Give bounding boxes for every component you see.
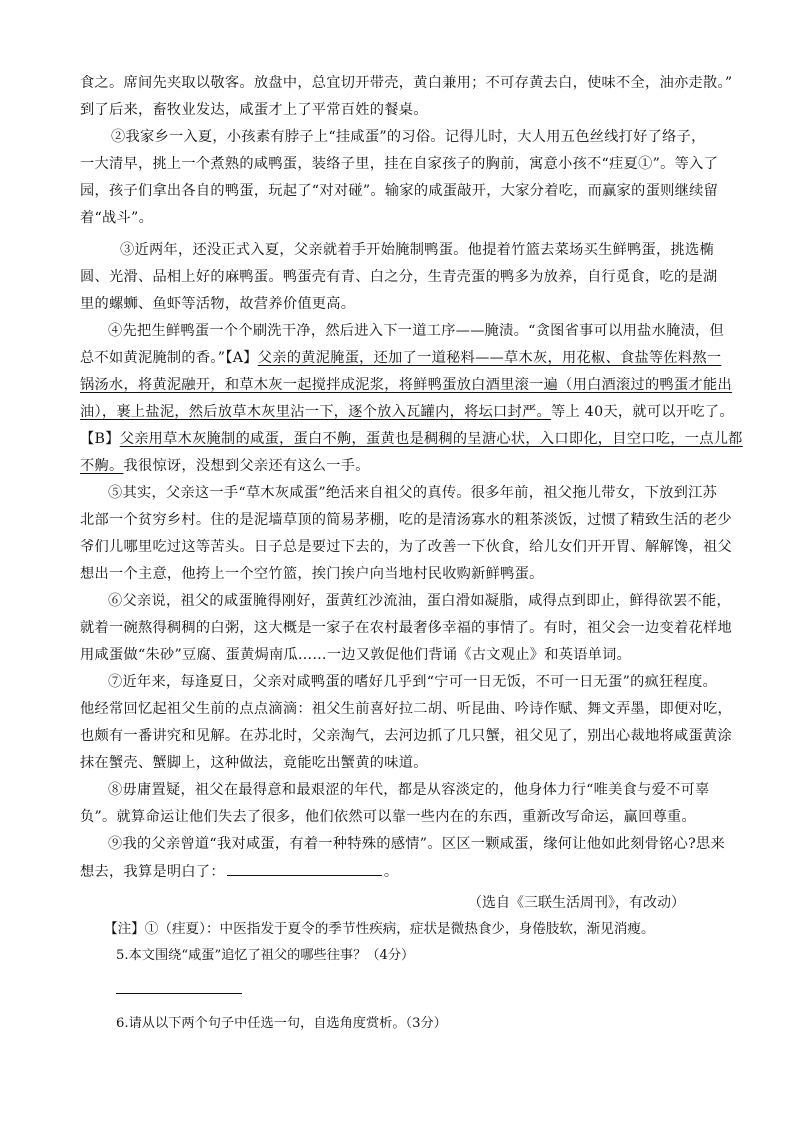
paragraph-3-line-1: ③近两年，还没正式入夏，父亲就着手开始腌制鸭蛋。他提着竹篮去菜场买生鲜鸭蛋，挑选椭 bbox=[120, 242, 714, 258]
marker-a: 【A】 bbox=[225, 350, 258, 366]
paragraph-8-line-1: ⑧毋庸置疑，祖父在最得意和最艰涩的年代，都是从容淡定的，他身体力行“唯美食与爱不可辜 bbox=[108, 782, 710, 798]
paragraph-1-line-2: 到了后来，畜牧业发达，咸蛋才上了平常百姓的餐桌。 bbox=[80, 102, 428, 118]
paragraph-4-line-2 bbox=[80, 348, 721, 368]
paragraph-9-line-2-end: 。 bbox=[383, 864, 399, 880]
sentence-a-part-1: 父亲的黄泥腌蛋，还加了一道秘料——草木灰，用花椒、食盐等佐料熬一 bbox=[257, 350, 722, 366]
paragraph-2-line-1: ②我家乡一入夏，小孩素有脖子上“挂咸蛋”的习俗。记得儿时，大人用五色丝线打好了络子， bbox=[111, 129, 706, 145]
paragraph-4-line-2-plain: 总不如黄泥腌制的香。” bbox=[80, 350, 226, 366]
paragraph-7-line-2: 他经常回忆起祖父生前的点点滴滴：祖父生前喜好拉二胡、听昆曲、吟诗作赋、舞文弄墨，即便对吃， bbox=[80, 701, 732, 717]
paragraph-5-line-3: 爷们儿哪里吃过这等苦头。日子总是要过下去的，为了改善一下伙食，给儿女们开开胃、解解馋，祖父 bbox=[80, 539, 732, 555]
sentence-a-part-2: 锅汤水，将黄泥融开，和草木灰一起搅拌成泥浆，将鲜鸭蛋放白酒里滚一遍（用白酒滚过的鸭蛋才能出 bbox=[80, 377, 732, 393]
marker-b: 【B】 bbox=[80, 431, 120, 447]
paragraph-6-line-3: 用咸蛋做“朱砂”豆腐、蛋黄焗南瓜……一边又敦促他们背诵《古文观止》和英语单词。 bbox=[80, 647, 632, 663]
sentence-b-part-1: 父亲用草木灰腌制的咸蛋，蛋白不齁，蛋黄也是稠稠的呈溏心状，入口即化，目空口吃，一点儿都 bbox=[119, 431, 743, 447]
paragraph-3-line-2: 圆、光滑、品相上好的麻鸭蛋。鸭蛋壳有青、白之分，生青壳蛋的鸭多为放养，自行觅食，吃的是湖 bbox=[80, 269, 718, 285]
paragraph-4-line-6 bbox=[80, 456, 370, 476]
source-citation: （选自《三联生活周刊》，有改动） bbox=[468, 895, 685, 911]
paragraph-7-line-1: ⑦近年来，每逢夏日，父亲对咸鸭蛋的嗜好几乎到“宁可一日无饭，不可一日无蛋”的疯狂程度。 bbox=[108, 674, 718, 690]
paragraph-6-line-1: ⑥父亲说，祖父的咸蛋腌得刚好，蛋黄红沙流油，蛋白滑如凝脂，咸得点到即止，鲜得欲罢不能， bbox=[108, 593, 731, 609]
paragraph-2-line-3: 园，孩子们拿出各自的鸭蛋，玩起了“对对碰”。输家的咸蛋敲开，大家分着吃，而赢家的蛋则继续留 bbox=[80, 183, 719, 199]
paragraph-7-line-3: 也颇有一番讲究和见解。在苏北时，父亲淘气，去河边抓了几只蟹，祖父见了，别出心裁地将咸蛋黄涂 bbox=[80, 728, 732, 744]
paragraph-9-line-1: ⑨我的父亲曾道“我对咸蛋，有着一种特殊的感情”。区区一颗咸蛋，缘何让他如此刻骨铭心?思来 bbox=[108, 836, 726, 852]
paragraph-4-line-5 bbox=[80, 429, 743, 449]
sentence-a-part-3: 油），裹上盐泥，然后放草木灰里沾一下，逐个放入瓦罐内，将坛口封严。 bbox=[80, 404, 551, 420]
paragraph-9-line-2 bbox=[80, 861, 398, 882]
paragraph-3-line-3: 里的螺蛳、鱼虾等活物，故营养价值更高。 bbox=[80, 296, 356, 312]
paragraph-4-line-4-plain: 等上 40天，就可以开吃了。 bbox=[551, 404, 734, 420]
paragraph-5-line-1: ⑤其实，父亲这一手“草木灰咸蛋”绝活来自祖父的真传。很多年前，祖父拖儿带女，下放到江苏 bbox=[108, 485, 718, 501]
paragraph-8-line-2: 负”。就算命运让他们失去了很多，他们依然可以靠一些内在的东西，重新改写命运，赢回尊重。 bbox=[80, 809, 697, 825]
paragraph-7-line-4: 抹在蟹壳、蟹脚上，这种做法，竟能吃出蟹黄的味道。 bbox=[80, 755, 428, 771]
paragraph-4-line-6-plain: 我很惊讶，没想到父亲还有这么一手。 bbox=[123, 458, 370, 474]
paragraph-2-line-2: 一大清早，挑上一个煮熟的咸鸭蛋，装络子里，挂在自家孩子的胸前，寓意小孩不“疰夏①”。等入了 bbox=[80, 156, 719, 172]
paragraph-2-line-4: 着“战斗”。 bbox=[80, 210, 154, 226]
footnote: 【注】①（疰夏）：中医指发于夏令的季节性疾病，症状是微热食少，身倦肢软，渐见消瘦。 bbox=[104, 921, 655, 937]
paragraph-6-line-2: 就着一碗熬得稠稠的白粥，这大概是一家子在农村最奢侈幸福的事情了。有时，祖父会一边变着花样地 bbox=[80, 620, 732, 636]
paragraph-1-line-1: 食之。席间先夹取以敬客。放盘中，总宜切开带壳，黄白兼用；不可存黄去白，使味不全，油亦走散。” bbox=[80, 75, 733, 91]
question-6: 6.请从以下两个句子中任选一句，自选角度赏析。（3分） bbox=[116, 1016, 447, 1031]
question-5: 5.本文围绕“咸蛋”追忆了祖父的哪些往事？（4分） bbox=[116, 948, 415, 963]
fill-in-blank[interactable] bbox=[227, 861, 382, 876]
paragraph-4-line-4 bbox=[80, 402, 734, 422]
sentence-b-part-2: 不齁。 bbox=[80, 458, 124, 474]
paragraph-5-line-2: 北部一个贫穷乡村。住的是泥墙草顶的简易茅棚，吃的是清汤寡水的粗茶淡饭，过惯了精致生活的老少 bbox=[80, 512, 732, 528]
answer-line-5[interactable] bbox=[116, 993, 242, 994]
paragraph-5-line-4: 想出一个主意，他挎上一个空竹篮，挨门挨户向当地村民收购新鲜鸭蛋。 bbox=[80, 566, 544, 582]
paragraph-4-line-1: ④先把生鲜鸭蛋一个个刷洗干净，然后进入下一道工序——腌渍。“贪图省事可以用盐水腌渍，但 bbox=[108, 323, 725, 339]
paragraph-9-line-2-text: 想去，我算是明白了： bbox=[80, 864, 225, 880]
